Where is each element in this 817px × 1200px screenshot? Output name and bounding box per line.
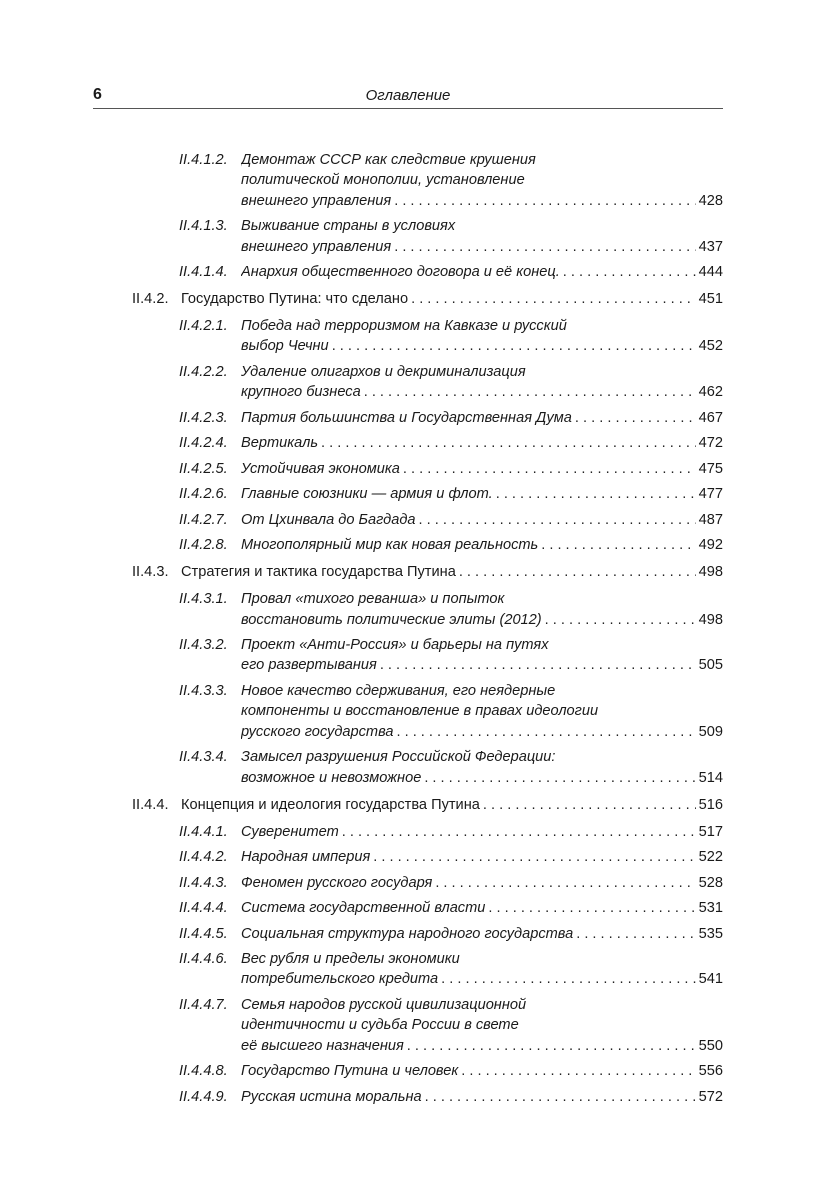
toc-entry-page: 556	[698, 1063, 723, 1080]
dot-leader	[419, 510, 696, 530]
toc-subsection-entry[interactable]	[132, 949, 723, 990]
toc-entry-number: II.4.2.	[132, 291, 169, 308]
dot-leader	[435, 873, 695, 893]
toc-subsection-entry[interactable]	[132, 822, 723, 842]
toc-subsection-entry[interactable]	[132, 433, 723, 453]
toc-entry-title: Государство Путина и человек	[241, 1063, 459, 1080]
toc-entry-page: 437	[698, 238, 723, 255]
toc-entry-title: От Цхинвала до Багдада	[241, 511, 416, 528]
toc-entry-page: 517	[698, 823, 723, 840]
dot-leader	[545, 610, 696, 630]
dot-leader	[496, 484, 696, 504]
toc-entry-page: 487	[698, 511, 723, 528]
toc-entry-title: компоненты и восстановление в правах идеологии	[241, 703, 599, 720]
dot-leader	[483, 795, 696, 815]
toc-entry-page: 572	[698, 1088, 723, 1105]
toc-entry-title: Новое качество сдерживания, его неядерные	[241, 682, 556, 699]
toc-entry-number: II.4.4.8.	[179, 1063, 228, 1080]
dot-leader	[407, 1036, 696, 1056]
toc-entry-title: внешнего управления	[241, 192, 392, 209]
toc-section-entry[interactable]	[132, 562, 723, 582]
toc-entry-number: II.4.1.3.	[179, 218, 228, 235]
toc-entry-page: 428	[698, 192, 723, 209]
dot-leader	[424, 768, 695, 788]
toc-subsection-entry[interactable]	[132, 216, 723, 257]
dot-leader	[373, 847, 695, 867]
toc-entry-number: II.4.4.1.	[179, 823, 228, 840]
toc-entry-title: Устойчивая экономика	[241, 460, 400, 477]
toc-entry-title: Государство Путина: что сделано	[181, 291, 409, 308]
toc-entry-title: Концепция и идеология государства Путина	[181, 796, 480, 813]
toc-subsection-entry[interactable]	[132, 995, 723, 1056]
toc-subsection-entry[interactable]	[132, 589, 723, 630]
toc-entry-number: II.4.3.3.	[179, 682, 228, 699]
toc-entry-title: Феномен русского государя	[241, 874, 433, 891]
toc-entry-page: 535	[698, 925, 723, 942]
dot-leader	[459, 562, 696, 582]
toc-entry-title: восстановить политические элиты (2012)	[241, 611, 542, 628]
toc-entry-title: Проект «Анти-Россия» и барьеры на путях	[241, 637, 549, 654]
toc-entry-number: II.4.2.1.	[179, 318, 228, 335]
dot-leader	[403, 459, 696, 479]
toc-subsection-entry[interactable]	[132, 747, 723, 788]
toc-entry-number: II.4.2.6.	[179, 486, 228, 503]
dot-leader	[364, 382, 696, 402]
toc-entry-title: Удаление олигархов и декриминализация	[241, 363, 526, 380]
toc-subsection-entry[interactable]	[132, 459, 723, 479]
dot-leader	[394, 237, 695, 257]
toc-entry-title: внешнего управления	[241, 238, 392, 255]
toc-entry-page: 452	[698, 338, 723, 355]
toc-entry-number: II.4.2.3.	[179, 409, 228, 426]
dot-leader	[541, 535, 695, 555]
toc-entry-number: II.4.2.2.	[179, 363, 228, 380]
toc-entry-title: Русская истина моральна	[241, 1088, 422, 1105]
toc-subsection-entry[interactable]	[132, 681, 723, 742]
toc-entry-title: русского государства	[241, 723, 394, 740]
toc-entry-title: Социальная структура народного государства	[241, 925, 574, 942]
toc-entry-title: Выживание страны в условиях	[241, 218, 456, 235]
toc-entry-title: потребительского кредита	[241, 971, 439, 988]
toc-entry-number: II.4.4.5.	[179, 925, 228, 942]
toc-subsection-entry[interactable]	[132, 873, 723, 893]
toc-section-entry[interactable]	[132, 795, 723, 815]
toc-entry-page: 472	[698, 435, 723, 452]
toc-entry-number: II.4.4.2.	[179, 849, 228, 865]
toc-entry-number: II.4.2.5.	[179, 460, 228, 477]
toc-entry-page: 462	[698, 384, 723, 401]
toc-entry-number: II.4.4.	[132, 796, 169, 813]
toc-entry-number: II.4.3.4.	[179, 749, 228, 766]
toc-subsection-entry[interactable]	[132, 408, 723, 428]
toc-entry-title: её высшего назначения	[241, 1037, 404, 1054]
dot-leader	[441, 969, 695, 989]
toc-entry-page: 522	[698, 849, 723, 865]
toc-subsection-entry[interactable]	[132, 924, 723, 944]
toc-entry-title: Стратегия и тактика государства Путина	[181, 564, 456, 581]
toc-entry-title: крупного бизнеса	[241, 384, 361, 401]
running-title: Оглавление	[365, 87, 451, 104]
toc-subsection-entry[interactable]	[132, 150, 723, 211]
toc-subsection-entry[interactable]	[132, 1061, 723, 1081]
table-of-contents	[132, 150, 723, 1112]
toc-entry-number: II.4.2.8.	[179, 537, 228, 554]
toc-entry-number: II.4.2.4.	[179, 435, 228, 452]
toc-entry-number: II.4.3.2.	[179, 637, 228, 654]
toc-entry-title: идентичности и судьба России в свете	[241, 1017, 519, 1034]
toc-entry-title: Замысел разрушения Российской Федерации:	[241, 749, 556, 766]
toc-entry-title: выбор Чечни	[241, 338, 329, 355]
toc-entry-page: 514	[698, 769, 723, 786]
dot-leader	[394, 191, 695, 211]
toc-entry-title: возможное и невозможное	[241, 769, 422, 786]
toc-entry-title: Многополярный мир как новая реальность	[241, 537, 539, 554]
toc-entry-title: Суверенитет	[241, 823, 339, 840]
page-header	[93, 86, 723, 109]
dot-leader	[332, 336, 696, 356]
toc-subsection-entry[interactable]	[132, 635, 723, 676]
toc-entry-page: 516	[698, 796, 723, 813]
dot-leader	[342, 822, 696, 842]
toc-entry-page: 467	[698, 409, 723, 426]
toc-entry-title: Главные союзники — армия и флот.	[241, 486, 493, 503]
toc-subsection-entry[interactable]	[132, 316, 723, 357]
toc-entry-title: его развертывания	[241, 657, 377, 674]
toc-entry-page: 505	[698, 657, 723, 674]
toc-entry-title: Анархия общественного договора и её конец.	[241, 264, 560, 281]
dot-leader	[425, 1087, 696, 1107]
toc-entry-number: II.4.4.6.	[179, 951, 228, 967]
toc-subsection-entry[interactable]	[132, 262, 723, 282]
toc-entry-title: Партия большинства и Государственная Дума	[241, 409, 572, 426]
toc-entry-title: политической монополии, установление	[241, 172, 525, 189]
dot-leader	[575, 408, 696, 428]
toc-entry-page: 528	[698, 874, 723, 891]
toc-entry-title: Система государственной власти	[241, 900, 486, 916]
toc-entry-number: II.4.4.4.	[179, 900, 228, 916]
toc-entry-title: Победа над терроризмом на Кавказе и русский	[241, 318, 567, 335]
page-number: 6	[93, 86, 102, 103]
toc-entry-page: 444	[698, 264, 723, 281]
dot-leader	[396, 722, 695, 742]
dot-leader	[488, 898, 695, 918]
toc-entry-title: Провал «тихого реванша» и попыток	[241, 591, 505, 608]
toc-entry-number: II.4.4.9.	[179, 1088, 228, 1105]
toc-entry-title: Семья народов русской цивилизационной	[241, 996, 527, 1013]
toc-entry-title: Демонтаж СССР как следствие крушения	[241, 152, 536, 168]
toc-entry-page: 451	[698, 291, 723, 308]
toc-entry-number: II.4.4.3.	[179, 874, 228, 891]
toc-entry-number: II.4.3.1.	[179, 591, 228, 608]
toc-entry-number: II.4.4.7.	[179, 996, 228, 1013]
toc-entry-page: 492	[698, 537, 723, 554]
toc-subsection-entry[interactable]	[132, 847, 723, 867]
toc-subsection-entry[interactable]	[132, 510, 723, 530]
dot-leader	[461, 1061, 695, 1081]
dot-leader	[380, 655, 696, 675]
toc-subsection-entry[interactable]	[132, 362, 723, 403]
toc-subsection-entry[interactable]	[132, 898, 723, 918]
toc-subsection-entry[interactable]	[132, 484, 723, 504]
toc-entry-number: II.4.1.2.	[179, 152, 228, 168]
toc-entry-page: 541	[698, 971, 723, 988]
dot-leader	[576, 924, 695, 944]
toc-entry-page: 531	[698, 900, 723, 916]
toc-entry-page: 550	[698, 1037, 723, 1054]
toc-entry-page: 498	[698, 564, 723, 581]
toc-entry-number: II.4.1.4.	[179, 264, 228, 281]
toc-section-entry[interactable]	[132, 289, 723, 309]
dot-leader	[563, 262, 696, 282]
dot-leader	[321, 433, 696, 453]
toc-entry-title: Народная империя	[241, 849, 371, 865]
toc-entry-title: Вертикаль	[241, 435, 318, 452]
toc-entry-page: 509	[698, 723, 723, 740]
toc-subsection-entry[interactable]	[132, 535, 723, 555]
toc-subsection-entry[interactable]	[132, 1087, 723, 1107]
toc-entry-number: II.4.2.7.	[179, 511, 228, 528]
toc-entry-page: 477	[698, 486, 723, 503]
toc-entry-page: 498	[698, 611, 723, 628]
toc-entry-page: 475	[698, 460, 723, 477]
toc-entry-title: Вес рубля и пределы экономики	[241, 951, 460, 967]
dot-leader	[411, 289, 696, 309]
toc-entry-number: II.4.3.	[132, 564, 169, 581]
